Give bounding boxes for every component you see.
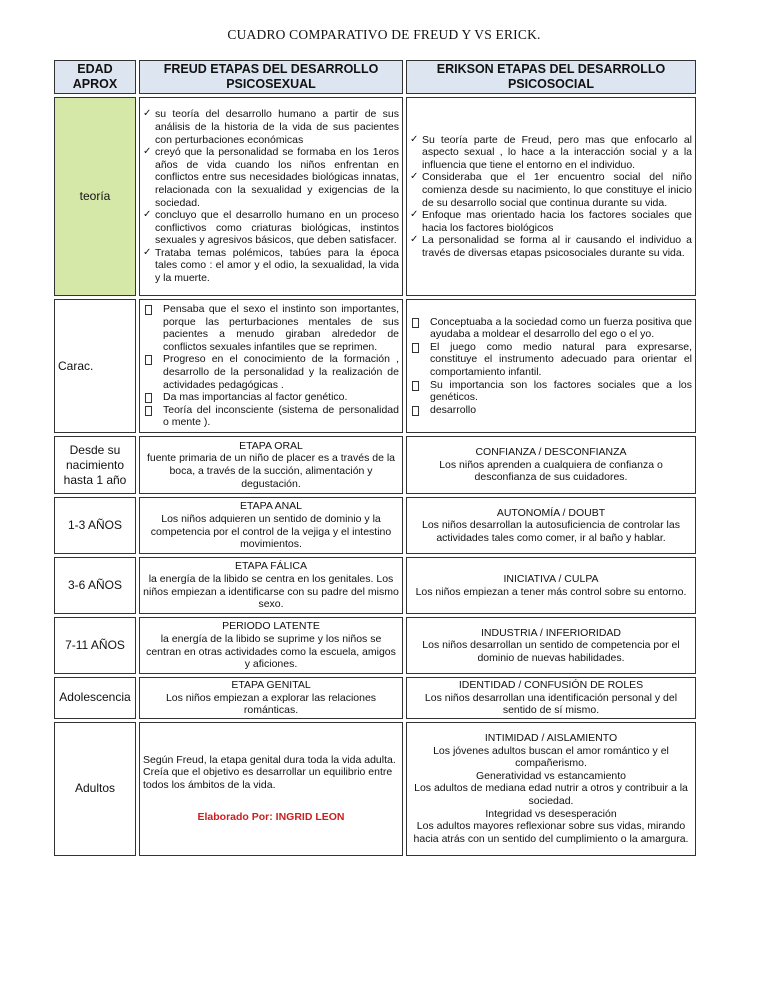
stage-freud-cell: [139, 677, 403, 719]
theory-label: teoría: [54, 97, 136, 296]
stage-erikson-cell: [406, 557, 696, 614]
characteristics-erikson-list: [410, 316, 692, 417]
characteristics-freud-list: [143, 303, 399, 429]
list-item: Su importancia son los factores sociales que a los genéticos.: [410, 379, 692, 404]
stage-erikson-desc: Los niños desarrollan un sentido de competencia por el dominio de nuevas habilidades.: [422, 639, 680, 664]
stage-freud-title: ETAPA FÁLICA: [235, 560, 307, 573]
stage-row-phallic: [54, 557, 696, 614]
list-item: ✓ creyó que la personalidad se formaba en los 1eros años de vida cuando los niños enfrentan en conflictos entre sus necesidades biológicas innatas, relacionada con la sexualidad y exigencias de la sociedad.: [143, 146, 399, 209]
document-title: CUADRO COMPARATIVO DE FREUD Y VS ERICK.: [227, 27, 541, 42]
list-item: desarrollo: [410, 404, 692, 417]
stage-freud-cell: [139, 497, 403, 554]
stage-erikson-desc: Los niños empiezan a tener más control sobre su entorno.: [415, 585, 687, 598]
characteristics-freud-cell: [139, 299, 403, 433]
list-item: Conceptuaba a la sociedad como un fuerza positiva que ayudaba a moldear el desarrollo del ego o el yo.: [410, 316, 692, 341]
characteristics-row: [54, 299, 696, 433]
stage-age: 1-3 AÑOS: [54, 497, 136, 554]
list-item: ✓ Consideraba que el 1er encuentro social del niño comienza desde su nacimiento, lo que constituye el inicio de su desarrollo social que continua durante su vida.: [410, 171, 692, 209]
list-item: ✓ Su teoría parte de Freud, pero mas que enfocarlo al aspecto sexual , lo hace a la interacción social y a la influencia que tiene el entorno en el individuo.: [410, 134, 692, 172]
adults-row: [54, 722, 696, 856]
header-erikson: ERIKSON ETAPAS DEL DESARROLLO PSICOSOCIAL: [406, 60, 696, 94]
stage-freud-desc: Los niños empiezan a explorar las relaciones románticas.: [165, 691, 377, 717]
list-item: ✓ Trataba temas polémicos, tabúes para la época tales como : el amor y el odio, la sexualidad, la vida y la muerte.: [143, 247, 399, 285]
adults-erikson-line: Los adultos mayores reflexionar sobre sus vidas, mirando hacia atrás con un sentido del cumplimiento o la amargura.: [413, 820, 689, 845]
stage-age: Adolescencia: [54, 677, 136, 719]
stage-erikson-desc: Los niños desarrollan una identificación personal y del sentido de sí mismo.: [424, 691, 678, 717]
list-item: Da mas importancias al factor genético.: [143, 391, 399, 404]
stage-erikson-cell: [406, 497, 696, 554]
characteristics-erikson-cell: [406, 299, 696, 433]
adults-erikson-line: Los adultos de mediana edad nutrir a otros y contribuir a la sociedad.: [414, 782, 688, 808]
list-item: ✓ concluyo que el desarrollo humano en un proceso conflictivos como criaturas biológicas, instintos sexuales y agresivos básicos, que deben satisfacer.: [143, 209, 399, 247]
theory-erikson-cell: [406, 97, 696, 296]
theory-freud-cell: [139, 97, 403, 296]
stage-freud-cell: [139, 557, 403, 614]
stage-erikson-title: INDUSTRIA / INFERIORIDAD: [480, 626, 621, 639]
adults-freud-text: Según Freud, la etapa genital dura toda la vida adulta. Creía que el objetivo es desarrollar un equilibrio entre todos los ámbitos de la vida.: [143, 753, 396, 791]
adults-label: Adultos: [54, 722, 136, 856]
stage-erikson-desc: Los niños aprenden a cualquiera de confianza o desconfianza de sus cuidadores.: [439, 458, 663, 484]
stage-freud-title: ETAPA GENITAL: [231, 679, 311, 691]
stage-row-oral: [54, 436, 696, 494]
stage-freud-title: ETAPA ORAL: [239, 439, 303, 452]
list-item: ✓ Enfoque mas orientado hacia los factores sociales que hacia los factores biológicos: [410, 209, 692, 234]
stage-erikson-cell: [406, 617, 696, 674]
stage-freud-title: ETAPA ANAL: [239, 500, 303, 513]
list-item: El juego como medio natural para expresarse, constituye el instrumento adecuado para orientar el comportamiento infantil.: [410, 341, 692, 379]
adults-erikson-line: Integridad vs desesperación: [485, 807, 617, 820]
theory-freud-list: [143, 108, 399, 284]
stage-erikson-title: INICIATIVA / CULPA: [503, 572, 599, 585]
header-age: EDAD APROX: [54, 60, 136, 94]
author-credit: Elaborado Por: INGRID LEON: [197, 811, 345, 824]
list-item: ✓ su teoría del desarrollo humano a partir de sus análisis de la historia de la vida de sus pacientes con perturbaciones económicas: [143, 108, 399, 146]
stage-freud-desc: la energía de la libido se centra en los genitales. Los niños empiezan a identificarse con su padre del mismo sexo.: [143, 572, 399, 611]
stage-erikson-title: CONFIANZA / DESCONFIANZA: [475, 446, 627, 459]
stage-row-anal: [54, 497, 696, 554]
header-row: [54, 60, 696, 94]
theory-row: [54, 97, 696, 296]
stage-freud-cell: [139, 436, 403, 494]
stage-erikson-title: AUTONOMÍA / DOUBT: [496, 506, 606, 519]
stage-age: 7-11 AÑOS: [54, 617, 136, 674]
adults-erikson-line: INTIMIDAD / AISLAMIENTO: [484, 732, 618, 745]
adults-erikson-cell: [406, 722, 696, 856]
adults-erikson-line: Los jóvenes adultos buscan el amor romántico y el compañerismo.: [433, 744, 669, 770]
characteristics-label: Carac.: [54, 299, 136, 433]
stage-freud-desc: la energía de la libido se suprime y los niños se centran en otras actividades como la escuela, amigos y aficiones.: [146, 632, 396, 671]
list-item: Pensaba que el sexo el instinto son importantes, porque las perturbaciones mentales de sus pacientes a menudo giraban alrededor de conflictos sexuales infantiles que se reprimen.: [143, 303, 399, 353]
stage-age: 3-6 AÑOS: [54, 557, 136, 614]
stage-row-latent: [54, 617, 696, 674]
stage-erikson-desc: Los niños desarrollan la autosuficiencia de controlar las actividades tales como comer, ir al baño y hablar.: [422, 519, 680, 544]
stage-row-genital: [54, 677, 696, 719]
stage-freud-cell: [139, 617, 403, 674]
comparison-table: [51, 57, 699, 859]
stage-age: Desde su nacimiento hasta 1 año: [54, 436, 136, 494]
header-freud: FREUD ETAPAS DEL DESARROLLO PSICOSEXUAL: [139, 60, 403, 94]
stage-freud-title: PERIODO LATENTE: [222, 620, 320, 633]
list-item: ✓ La personalidad se forma al ir causando el individuo a través de diversas etapas psicosociales durante su vida.: [410, 234, 692, 259]
stage-erikson-cell: [406, 436, 696, 494]
adults-erikson-line: Generatividad vs estancamiento: [476, 769, 626, 782]
stage-freud-desc: Los niños adquieren un sentido de dominio y la competencia por el control de la vejiga y el intestino movimientos.: [150, 512, 392, 551]
theory-erikson-list: [410, 134, 692, 260]
stage-freud-desc: fuente primaria de un niño de placer es a través de la boca, a través de la succión, alimentación y degustación.: [146, 452, 396, 490]
stage-erikson-cell: [406, 677, 696, 719]
list-item: Progreso en el conocimiento de la formación , desarrollo de la personalidad y la realización de actividades pedagógicas .: [143, 353, 399, 391]
list-item: Teoría del inconsciente (sistema de personalidad o mente ).: [143, 404, 399, 429]
stage-erikson-title: IDENTIDAD / CONFUSIÓN DE ROLES: [458, 679, 644, 691]
adults-freud-cell: [139, 722, 403, 856]
